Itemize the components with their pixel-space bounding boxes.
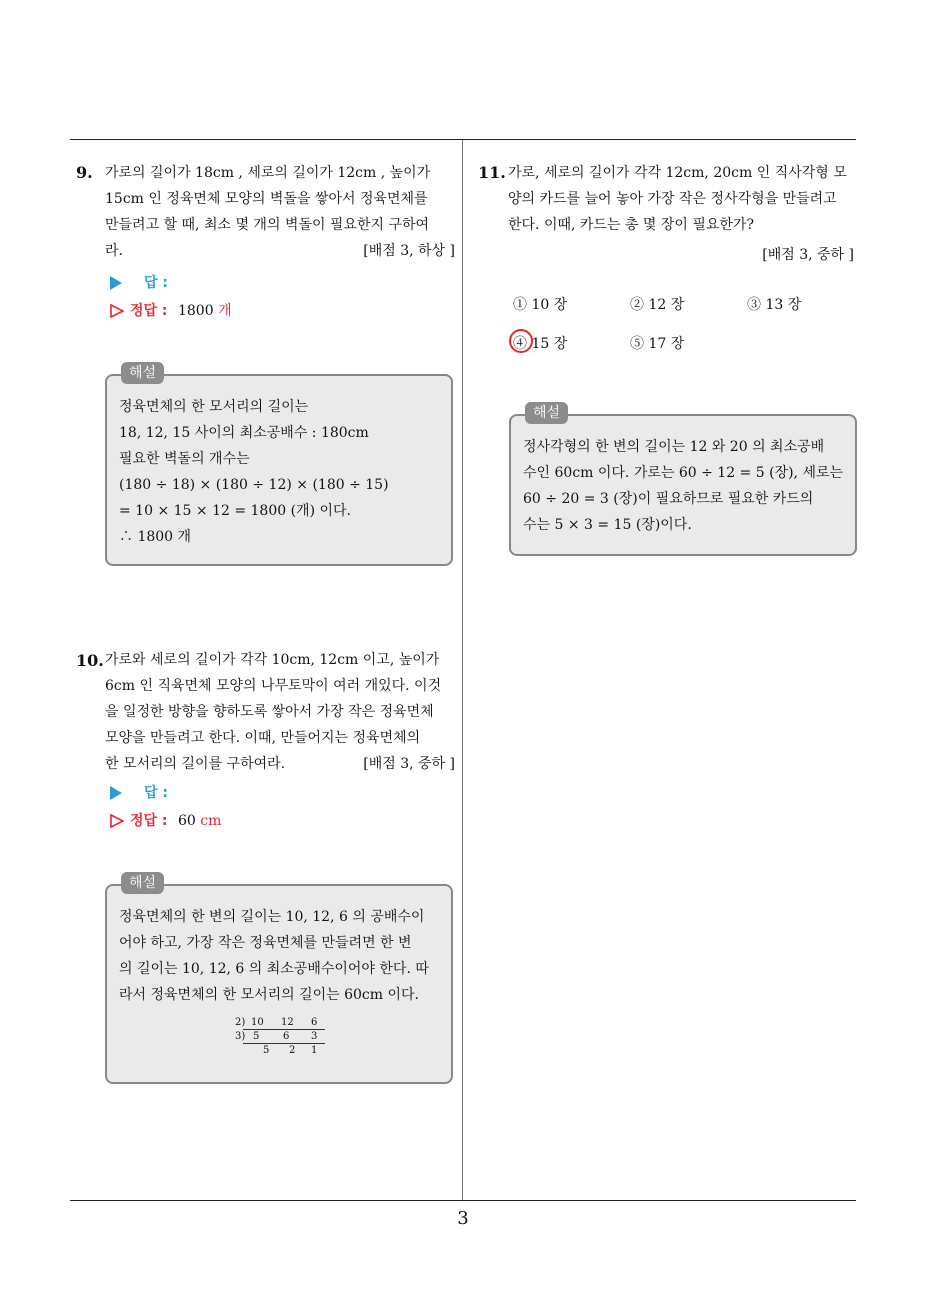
solution-tag: 해설 — [121, 362, 164, 384]
solution-text — [119, 904, 429, 1008]
problem-line: 모양을 만들려고 한다. 이때, 만들어지는 정육면체의 — [105, 730, 421, 746]
division-cell: 3) — [235, 1031, 246, 1042]
correct-answer-row — [110, 810, 221, 830]
play-icon — [110, 786, 122, 800]
page-number: 3 — [457, 1208, 469, 1229]
solution-line: 정사각형의 한 변의 길이는 12 와 20 의 최소공배 — [523, 439, 825, 455]
solution-line: ∴ 1800 개 — [119, 529, 192, 545]
answer-label: 답 : — [144, 275, 168, 291]
division-cell: 2) — [235, 1017, 246, 1028]
choice-1[interactable]: ① 10 장 — [513, 297, 568, 313]
solution-tag: 해설 — [121, 872, 164, 894]
solution-line: 의 길이는 10, 12, 6 의 최소공배수이어야 한다. 따 — [119, 961, 429, 977]
solution-line: 정육면체의 한 변의 길이는 10, 12, 6 의 공배수이 — [119, 909, 425, 925]
answer-row — [110, 272, 168, 292]
division-row — [235, 1016, 325, 1030]
correct-value: 60 — [177, 813, 196, 829]
solution-line: 라서 정육면체의 한 모서리의 길이는 60cm 이다. — [119, 987, 419, 1003]
choice-2[interactable]: ② 12 장 — [630, 297, 685, 313]
division-row — [243, 1044, 325, 1057]
answer-row — [110, 782, 168, 802]
problem-text — [105, 647, 455, 777]
solution-line: 필요한 벽돌의 개수는 — [119, 451, 250, 467]
problem-line: 6cm 인 직육면체 모양의 나무토막이 여러 개있다. 이것 — [105, 678, 442, 694]
choice-5[interactable]: ⑤ 17 장 — [630, 336, 685, 352]
solution-tag: 해설 — [525, 402, 568, 424]
division-cell: 5 — [263, 1045, 270, 1056]
division-cell: 12 — [281, 1017, 294, 1028]
answer-label: 답 : — [144, 785, 168, 801]
points-label: [배점 3, 중하 ] — [762, 247, 854, 263]
problem-line: 만들려고 할 때, 최소 몇 개의 벽돌이 필요한지 구하여 — [105, 217, 430, 233]
play-icon — [110, 276, 122, 290]
top-rule — [70, 139, 856, 140]
solution-line: 어야 하고, 가장 작은 정육면체를 만들려면 한 변 — [119, 935, 412, 951]
problem-number: 9. — [76, 163, 93, 182]
correct-unit: 개 — [218, 303, 232, 319]
correct-circle-icon — [509, 329, 533, 353]
solution-box — [105, 365, 453, 566]
choice-3[interactable]: ③ 13 장 — [747, 297, 802, 313]
correct-label: 정답 : — [130, 303, 168, 319]
solution-text — [523, 434, 843, 538]
problem-line: 양의 카드를 늘어 놓아 가장 작은 정사각형을 만들려고 — [508, 191, 837, 207]
points-label: [배점 3, 중하 ] — [363, 756, 455, 772]
problem-number: 11. — [478, 163, 506, 182]
correct-unit: cm — [200, 813, 222, 829]
choice-4[interactable] — [513, 333, 567, 353]
division-table — [235, 1016, 325, 1057]
division-cell: 1 — [311, 1045, 318, 1056]
bottom-rule — [70, 1200, 856, 1201]
problem-line: 을 일정한 방향을 향하도록 쌓아서 가장 작은 정육면체 — [105, 704, 434, 720]
solution-line: 수인 60cm 이다. 가로는 60 ÷ 12 = 5 (장), 세로는 — [523, 465, 844, 481]
division-row — [235, 1030, 325, 1044]
outline-triangle-icon — [110, 814, 124, 828]
choice-label: ④ 15 장 — [513, 336, 568, 352]
column-divider — [462, 140, 463, 1200]
solution-text — [119, 394, 389, 550]
points-label: [배점 3, 하상 ] — [363, 243, 455, 259]
problem-line: 한다. 이때, 카드는 총 몇 장이 필요한가? — [508, 217, 754, 233]
solution-line: 수는 5 × 3 = 15 (장)이다. — [523, 517, 692, 533]
correct-value: 1800 — [177, 303, 214, 319]
problem-line: 가로, 세로의 길이가 각각 12cm, 20cm 인 직사각형 모 — [508, 165, 847, 181]
outline-triangle-icon — [110, 304, 124, 318]
division-cell: 5 — [253, 1031, 260, 1042]
division-cell: 3 — [311, 1031, 318, 1042]
problem-line: 15cm 인 정육면체 모양의 벽돌을 쌓아서 정육면체를 — [105, 191, 428, 207]
problem-line: 라. — [105, 243, 123, 259]
solution-line: 정육면체의 한 모서리의 길이는 — [119, 399, 309, 415]
problem-text — [105, 160, 455, 264]
division-cell: 6 — [283, 1031, 290, 1042]
division-cell: 6 — [311, 1017, 318, 1028]
solution-line: 60 ÷ 20 = 3 (장)이 필요하므로 필요한 카드의 — [523, 491, 814, 507]
solution-line: 18, 12, 15 사이의 최소공배수 : 180cm — [119, 425, 369, 441]
correct-label: 정답 : — [130, 813, 168, 829]
solution-box — [105, 875, 453, 1084]
problem-line: 가로의 길이가 18cm , 세로의 길이가 12cm , 높이가 — [105, 165, 431, 181]
problem-number: 10. — [76, 651, 104, 670]
solution-box — [509, 405, 857, 556]
division-cell: 2 — [289, 1045, 296, 1056]
solution-line: = 10 × 15 × 12 = 1800 (개) 이다. — [119, 503, 351, 519]
problem-text — [508, 160, 858, 263]
division-cell: 10 — [251, 1017, 264, 1028]
correct-answer-row — [110, 300, 232, 320]
problem-line: 한 모서리의 길이를 구하여라. — [105, 756, 286, 772]
solution-line: (180 ÷ 18) × (180 ÷ 12) × (180 ÷ 15) — [119, 477, 389, 493]
problem-line: 가로와 세로의 길이가 각각 10cm, 12cm 이고, 높이가 — [105, 652, 440, 668]
